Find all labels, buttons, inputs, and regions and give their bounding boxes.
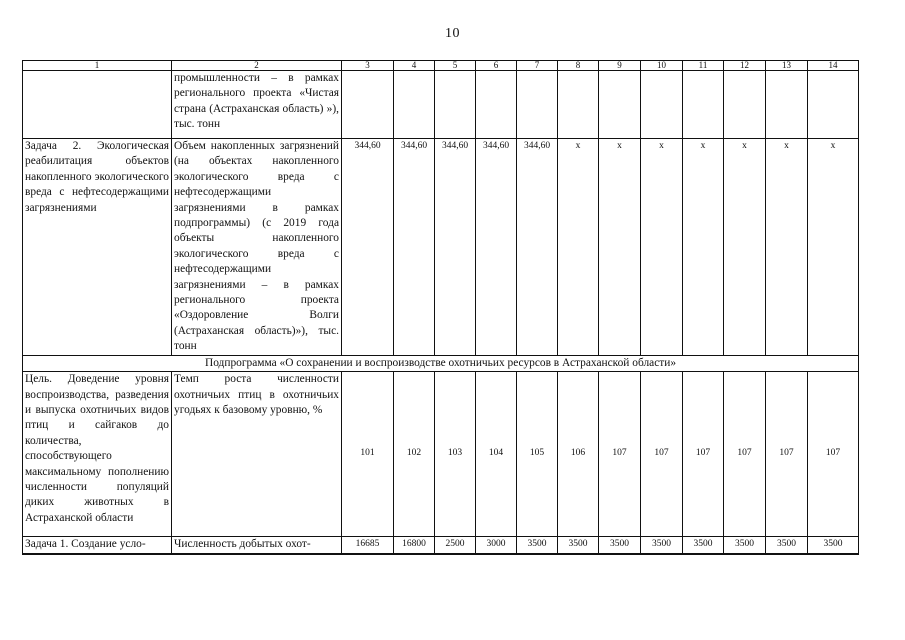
table-row <box>23 71 859 139</box>
value-cell <box>558 71 599 139</box>
indicator-cell: Объем накопленных загрязнений (на объектах накопленного экологического вреда с нефтесодержащими загрязнениями в рамках подпрограммы) (с 2019 года объекты накопленного экологического вреда с нефтесодержащими загрязнениями – в рамках регионального проекта «Оздоровление Волги (Астраханская область)»), тыс. тонн <box>172 139 342 356</box>
goal-cell: Задача 1. Создание усло- <box>23 537 172 554</box>
value-cell <box>683 71 724 139</box>
value-cell <box>435 71 476 139</box>
value-cell: х <box>599 139 641 356</box>
column-number-header: 11 <box>683 61 724 71</box>
table-row <box>23 537 859 554</box>
value-cell: х <box>641 139 683 356</box>
column-number-header: 10 <box>641 61 683 71</box>
value-cell <box>394 71 435 139</box>
table-row <box>23 139 859 356</box>
column-number-header: 3 <box>342 61 394 71</box>
value-cell: 3500 <box>641 537 683 554</box>
goal-cell: Задача 2. Экологическая реабилитация объектов накопленного экологического вреда с нефтесодержащими загрязнениями <box>23 139 172 356</box>
value-cell: 107 <box>641 372 683 537</box>
goal-cell <box>23 71 172 139</box>
column-number-header: 14 <box>808 61 859 71</box>
value-cell: 3500 <box>724 537 766 554</box>
value-cell: х <box>808 139 859 356</box>
value-cell <box>517 71 558 139</box>
goal-cell: Цель. Доведение уровня воспроизводства, разведения и выпуска охотничьих видов птиц и сайгаков до количества, способствующего максимальному пополнению численности популяций диких животных в Астраханской области <box>23 372 172 537</box>
value-cell: 3500 <box>808 537 859 554</box>
value-cell: 102 <box>394 372 435 537</box>
column-number-header: 5 <box>435 61 476 71</box>
value-cell: х <box>724 139 766 356</box>
value-cell <box>599 71 641 139</box>
value-cell: 107 <box>766 372 808 537</box>
value-cell: 344,60 <box>476 139 517 356</box>
value-cell: 344,60 <box>394 139 435 356</box>
value-cell: 344,60 <box>517 139 558 356</box>
value-cell: 105 <box>517 372 558 537</box>
value-cell <box>724 71 766 139</box>
value-cell: 107 <box>683 372 724 537</box>
indicators-table <box>22 60 859 555</box>
column-number-header: 12 <box>724 61 766 71</box>
value-cell <box>476 71 517 139</box>
value-cell <box>641 71 683 139</box>
column-number-header: 1 <box>23 61 172 71</box>
value-cell: 3500 <box>599 537 641 554</box>
column-number-header: 4 <box>394 61 435 71</box>
value-cell <box>808 71 859 139</box>
value-cell: 16800 <box>394 537 435 554</box>
column-number-header: 8 <box>558 61 599 71</box>
value-cell: х <box>766 139 808 356</box>
value-cell: 3000 <box>476 537 517 554</box>
column-number-header: 7 <box>517 61 558 71</box>
value-cell: 103 <box>435 372 476 537</box>
column-number-header: 9 <box>599 61 641 71</box>
column-number-header: 6 <box>476 61 517 71</box>
indicator-cell: Численность добытых охот- <box>172 537 342 554</box>
value-cell <box>766 71 808 139</box>
subprogram-row <box>23 355 859 371</box>
value-cell: 16685 <box>342 537 394 554</box>
indicator-cell: Темп роста численности охотничьих птиц в охотничьих угодьях к базовому уровню, % <box>172 372 342 537</box>
value-cell <box>342 71 394 139</box>
table-header-row <box>23 61 859 71</box>
value-cell: 106 <box>558 372 599 537</box>
value-cell: 344,60 <box>342 139 394 356</box>
value-cell: 104 <box>476 372 517 537</box>
value-cell: 107 <box>808 372 859 537</box>
value-cell: 344,60 <box>435 139 476 356</box>
value-cell: 107 <box>599 372 641 537</box>
value-cell: 2500 <box>435 537 476 554</box>
value-cell: 3500 <box>683 537 724 554</box>
table-row <box>23 372 859 537</box>
column-number-header: 2 <box>172 61 342 71</box>
value-cell: 3500 <box>766 537 808 554</box>
value-cell: 101 <box>342 372 394 537</box>
value-cell: 3500 <box>558 537 599 554</box>
indicator-cell: промышленности – в рамках регионального проекта «Чистая страна (Астраханская область) »), тыс. тонн <box>172 71 342 139</box>
value-cell: 107 <box>724 372 766 537</box>
page-number: 10 <box>445 26 460 41</box>
subprogram-title: Подпрограмма «О сохранении и воспроизводстве охотничьих ресурсов в Астраханской области» <box>23 355 859 371</box>
value-cell: 3500 <box>517 537 558 554</box>
column-number-header: 13 <box>766 61 808 71</box>
value-cell: х <box>558 139 599 356</box>
value-cell: х <box>683 139 724 356</box>
